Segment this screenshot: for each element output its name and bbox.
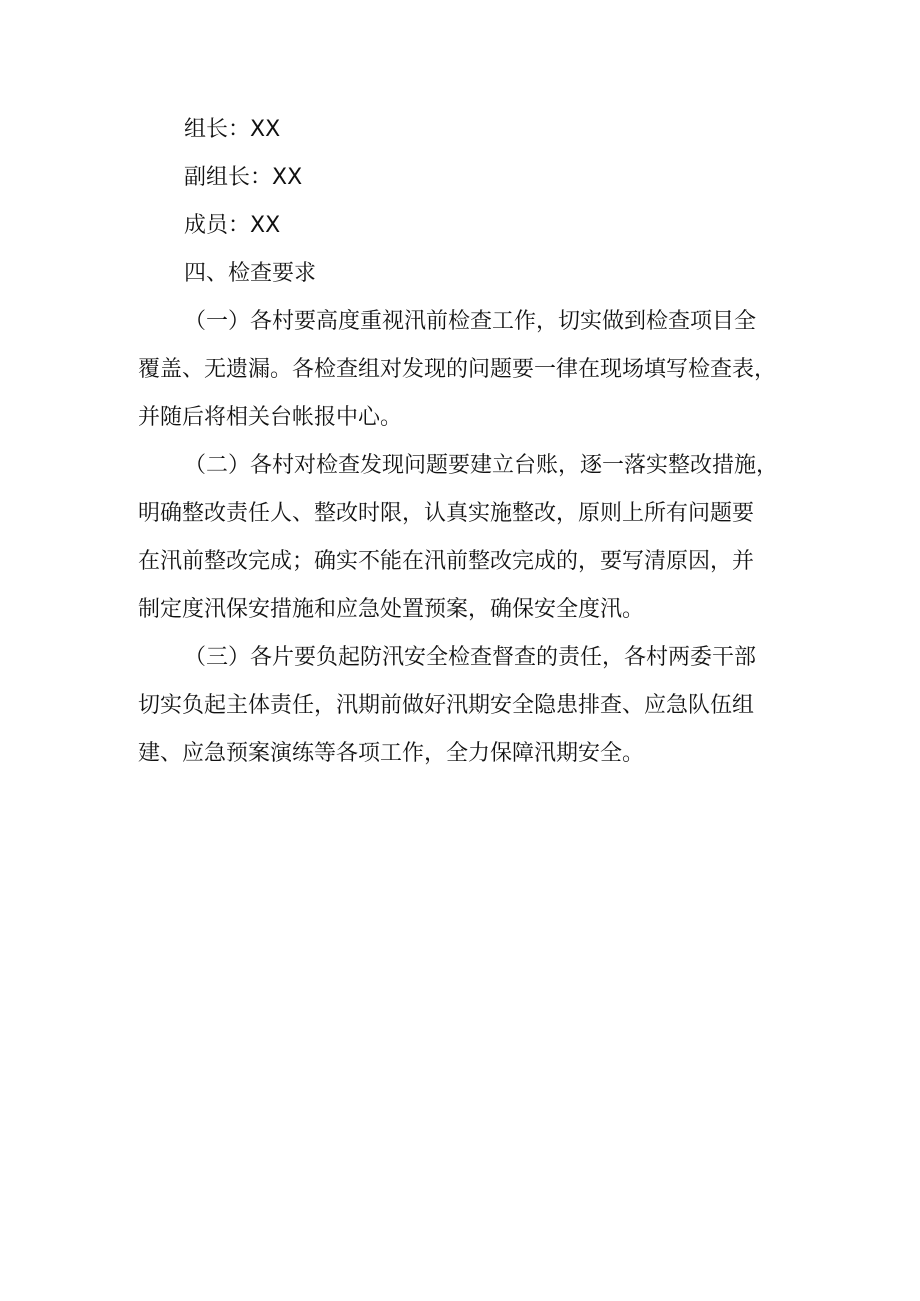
- paragraph-line: （三）各片要负起防汛安全检查督查的责任，各村两委干部: [184, 645, 757, 670]
- paragraph-line: 覆盖、无遗漏。各检查组对发现的问题要一律在现场填写检查表，: [138, 357, 777, 382]
- paragraph-line: 在汛前整改完成；确实不能在汛前整改完成的，要写清原因，并: [138, 549, 755, 574]
- paragraph-line: 切实负起主体责任，汛期前做好汛期安全隐患排查、应急队伍组: [138, 693, 755, 718]
- paragraph-line: （一）各村要高度重视汛前检查工作，切实做到检查项目全: [184, 309, 757, 334]
- deputy-leader-line: 副组长：XX: [184, 165, 303, 190]
- paragraph-1: [138, 298, 798, 442]
- leader-line: 组长：XX: [184, 117, 281, 142]
- paragraph-line: 制定度汛保安措施和应急处置预案，确保安全度汛。: [138, 597, 645, 622]
- paragraph-line: （二）各村对检查发现问题要建立台账，逐一落实整改措施，: [184, 453, 779, 478]
- paragraph-line: 明确整改责任人、整改时限，认真实施整改，原则上所有问题要: [138, 501, 755, 526]
- member-line: 成员：XX: [184, 213, 281, 238]
- paragraph-line: 建、应急预案演练等各项工作，全力保障汛期安全。: [138, 741, 645, 766]
- paragraph-2: [138, 442, 798, 634]
- document-body: [138, 106, 798, 778]
- paragraph-line: 并随后将相关台帐报中心。: [138, 405, 403, 430]
- paragraph-3: [138, 634, 798, 778]
- section-heading: 四、检查要求: [184, 261, 317, 286]
